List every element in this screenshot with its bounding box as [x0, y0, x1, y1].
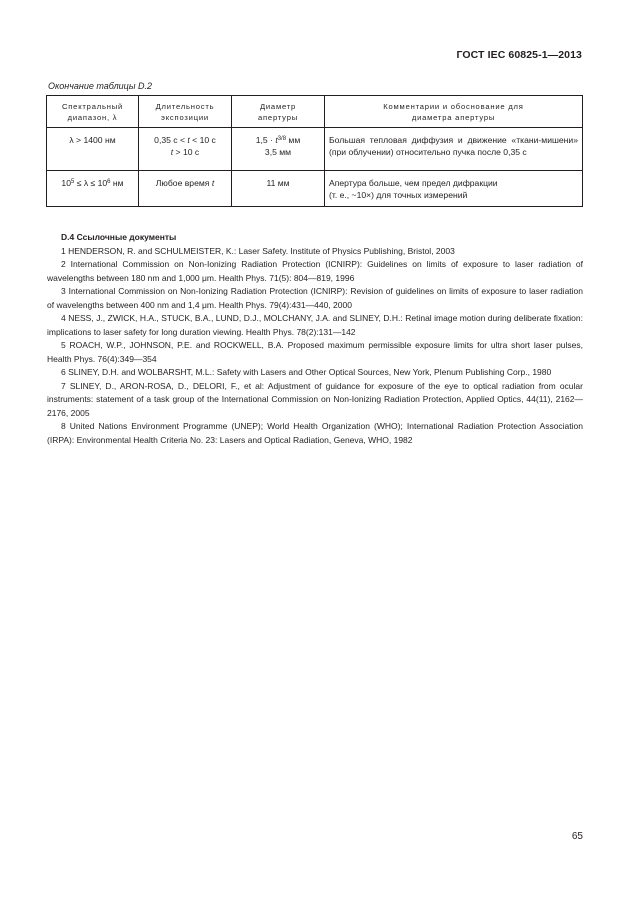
header-aperture-diameter — [232, 96, 325, 128]
duration-text: > 10 с — [173, 147, 200, 157]
reference-item: 3 International Commission on Non-Ionizing Radiation Protection (ICNIRP): Revision of guidelines on limits of exposure to laser radiation of wavelengths between 400 nm and 1,4 μm. Health Phys. 79(4):431—440, 2000 — [47, 286, 583, 310]
reference-item: 5 ROACH, W.P., JOHNSON, P.E. and ROCKWELL, B.A. Proposed maximum permissible exposure limits for ultra short laser pulses, Health Phys. 76(4):349—354 — [47, 340, 583, 364]
aperture-text: 11 мм — [266, 178, 290, 188]
aperture-table — [46, 95, 583, 207]
header-exposure-duration — [139, 96, 232, 128]
section-title: D.4 Ссылочные документы — [61, 232, 177, 242]
header-line: Диаметр — [259, 101, 297, 111]
aperture-text: мм — [286, 135, 301, 145]
cell-comment — [325, 128, 583, 171]
duration-text: Любое время — [155, 178, 212, 188]
reference-item: 8 United Nations Environment Programme (UNEP); World Health Organization (WHO); International Radiation Protection Association (IRPA): Environmental Health Criteria No. 23: Lasers and Optical Radiation, Geneva, WHO, 1982 — [47, 421, 583, 445]
time-variable: t — [275, 135, 278, 145]
cell-duration — [139, 171, 232, 207]
reference-item: 2 International Commission on Non-Ionizing Radiation Protection (ICNIRP): Guidelines on limits of exposure to laser radiation of wavelengths between 180 nm and 1,000 μm. Health Phys. 71(5): 804—819, 1996 — [47, 259, 583, 283]
reference-item: 6 SLINEY, D.H. and WOLBARSHT, M.L.: Safety with Lasers and Other Optical Sources, New York, Plenum Publishing Corp., 1980 — [61, 367, 552, 377]
time-variable: t — [187, 135, 190, 145]
comment-text: Апертура больше, чем предел дифракции — [329, 178, 498, 188]
time-variable: t — [170, 147, 174, 157]
duration-text: 0,35 с < — [154, 135, 188, 145]
comment-text: Большая тепловая диффузия и движение «ткани-мишени» (при облучении) относительно пучка после 0,35 с — [329, 135, 578, 157]
table-caption: Окончание таблицы D.2 — [48, 81, 152, 91]
header-line: экспозиции — [161, 112, 209, 122]
exponent: 6 — [107, 179, 111, 185]
reference-item: 1 HENDERSON, R. and SCHULMEISTER, K.: Laser Safety. Institute of Physics Publishing, Bristol, 2003 — [61, 245, 455, 256]
range-text: 10 — [61, 178, 71, 188]
aperture-text: 1,5 · — [255, 135, 276, 145]
exponent: 3/8 — [277, 136, 287, 142]
references-section — [47, 231, 583, 447]
cell-aperture — [232, 128, 325, 171]
cell-duration — [139, 128, 232, 171]
table-header-row — [47, 96, 583, 128]
header-line: диапазон, λ — [67, 112, 118, 122]
cell-comment — [325, 171, 583, 207]
range-text: нм — [110, 178, 124, 188]
reference-item: 4 NESS, J., ZWICK, H.A., STUCK, B.A., LUND, D.J., MOLCHANY, J.A. and SLINEY, D.H.: Retinal image motion during deliberate fixation: implications to laser safety for long duration viewing. Health Phys. 78(2):131—142 — [47, 313, 583, 337]
cell-aperture — [232, 171, 325, 207]
header-line: диаметра апертуры — [411, 112, 496, 122]
reference-item: 7 SLINEY, D., ARON-ROSA, D., DELORI, F., et al: Adjustment of guidance for exposure of the eye to optical radiation from ocular instruments: statement of a task group of the International Commission on Non-Ionizing Radiation Protection, Applied Optics, 44(11), 2162—2176, 2005 — [47, 380, 583, 418]
header-line: Спектральный — [61, 101, 124, 111]
table-row — [47, 171, 583, 207]
cell-range — [47, 171, 139, 207]
range-text: ≤ λ ≤ 10 — [74, 178, 108, 188]
header-spectral-range — [47, 96, 139, 128]
comment-text: (т. е., ~10×) для точных измерений — [329, 190, 468, 200]
page-number: 65 — [571, 831, 583, 842]
exponent: 5 — [70, 179, 75, 185]
duration-text: < 10 с — [189, 135, 216, 145]
aperture-text: 3,5 мм — [264, 147, 292, 157]
table-row — [47, 128, 583, 171]
header-line: апертуры — [258, 112, 298, 122]
header-comments — [325, 96, 583, 128]
cell-range — [47, 128, 139, 171]
document-header: ГОСТ IEC 60825-1—2013 — [456, 49, 582, 61]
header-line: Длительность — [155, 101, 215, 111]
range-text: λ > 1400 нм — [69, 135, 116, 145]
time-variable: t — [211, 178, 215, 188]
header-line: Комментарии и обоснование для — [383, 101, 524, 111]
